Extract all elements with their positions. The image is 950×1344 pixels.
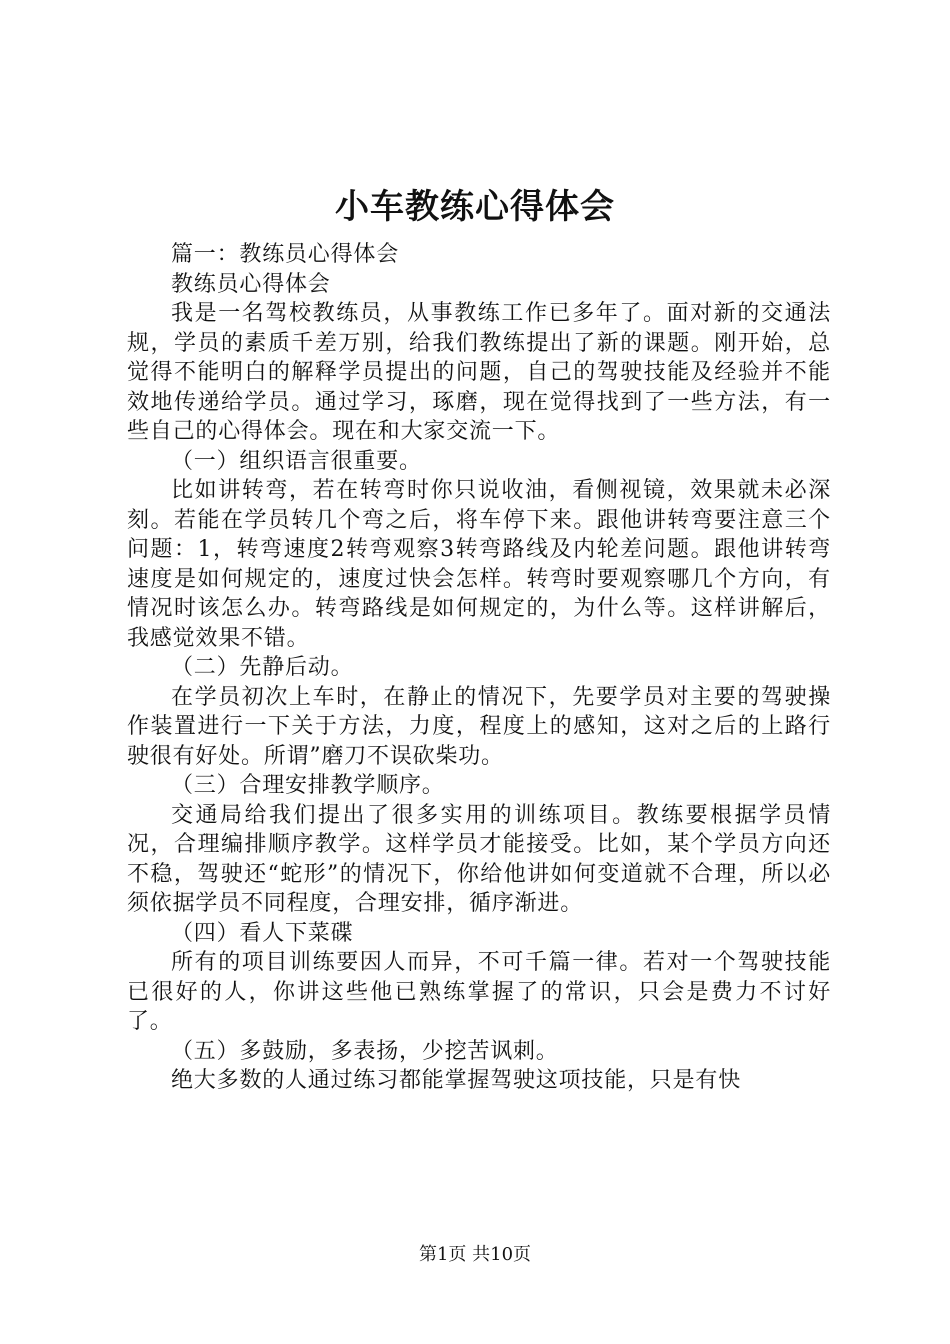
subtitle: 教练员心得体会 [171,271,331,297]
page-number-footer: 第1页 共10页 [418,1244,532,1265]
document-body [127,240,831,1096]
document-title: 小车教练心得体会 [335,187,615,227]
subheading: （三）合理安排教学顺序。 [171,773,445,798]
paragraph: 交通局给我们提出了很多实用的训练项目。教练要根据学员情况，合理编排顺序教学。这样学员才能接受。比如，某个学员方向还不稳，驾驶还“蛇形”的情况下，你给他讲如何变道就不合理，所以必须依据学员不同程度，合理安排，循序渐进。 [127,802,831,916]
paragraph: 比如讲转弯，若在转弯时你只说收油，看侧视镜，效果就未必深刻。若能在学员转几个弯之后，将车停下来。跟他讲转弯要注意三个问题：1，转弯速度2转弯观察3转弯路线及内轮差问题。跟他讲转弯速度是如何规定的，速度过快会怎样。转弯时要观察哪几个方向，有情况时该怎么办。转弯路线是如何规定的，为什么等。这样讲解后，我感觉效果不错。 [127,478,831,651]
paragraph: 绝大多数的人通过练习都能掌握驾驶这项技能，只是有快 [171,1068,742,1093]
paragraph: 所有的项目训练要因人而异，不可千篇一律。若对一个驾驶技能已很好的人，你讲这些他已熟练掌握了的常识，只会是费力不讨好了。 [127,950,831,1034]
paragraph: 在学员初次上车时，在静止的情况下，先要学员对主要的驾驶操作装置进行一下关于方法，力度，程度上的感知，这对之后的上路行驶很有好处。所谓”磨刀不误砍柴功。 [127,684,831,769]
section-heading: 篇一：教练员心得体会 [171,242,400,267]
subheading: （二）先静后动。 [171,655,354,680]
paragraph: 我是一名驾校教练员，从事教练工作已多年了。面对新的交通法规，学员的素质千差万别，给我们教练提出了新的课题。刚开始，总觉得不能明白的解释学员提出的问题，自己的驾驶技能及经验并不能效地传递给学员。通过学习，琢磨，现在觉得找到了一些方法，有一些自己的心得体会。现在和大家交流一下。 [127,301,831,444]
subheading: （四）看人下菜碟 [171,920,354,946]
subheading: （一）组织语言很重要。 [171,448,422,474]
subheading: （五）多鼓励，多表扬，少挖苦讽刺。 [171,1038,559,1064]
